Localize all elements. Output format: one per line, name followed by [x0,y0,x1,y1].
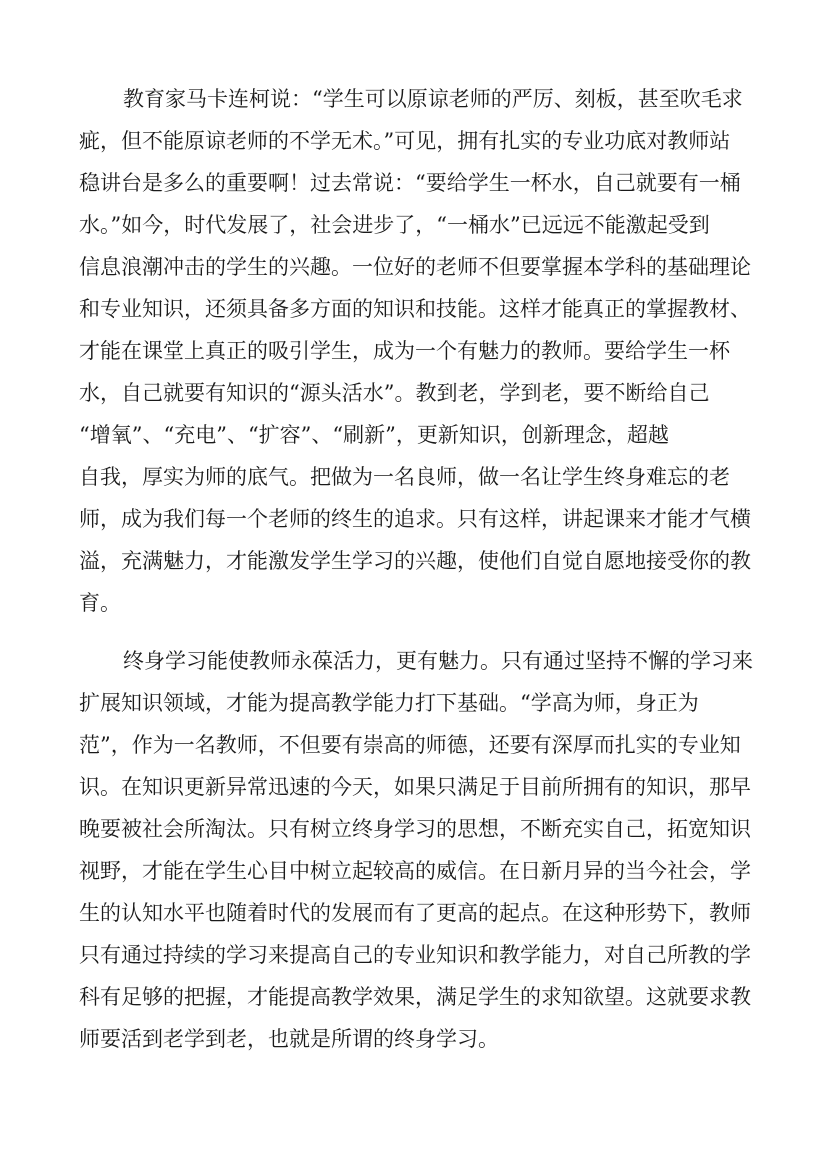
paragraph-1-line-10: 自我，厚实为师的底气。把做为一名良师，做一名让学生终身难忘的老 [79,465,730,489]
paragraph-1-line-6: 和专业知识，还须具备多方面的知识和技能。这样才能真正的掌握教材、 [79,297,751,321]
paragraph-1-line-8: 水，自己就要有知识的“源头活水”。教到老，学到老，要不断给自己 [79,381,710,405]
paragraph-2-line-1: 终身学习能使教师永葆活力，更有魅力。只有通过坚持不懈的学习来 [123,649,753,673]
paragraph-2-line-5: 晚要被社会所淘汰。只有树立终身学习的思想，不断充实自己，拓宽知识 [79,817,751,841]
paragraph-2-line-2: 扩展知识领域，才能为提高教学能力打下基础。“学高为师，身正为 [79,691,699,715]
paragraph-1-line-11: 师，成为我们每一个老师的终生的追求。只有这样，讲起课来才能才气横 [79,507,751,531]
paragraph-1-line-1: 教育家马卡连柯说：“学生可以原谅老师的严厉、刻板，甚至吹毛求 [123,87,743,111]
paragraph-1-line-9: “增氧”、“充电”、“扩容”、“刷新”，更新知识，创新理念，超越 [79,423,669,447]
paragraph-1-line-5: 信息浪潮冲击的学生的兴趣。一位好的老师不但要掌握本学科的基础理论 [79,255,751,279]
paragraph-1-line-13: 育。 [79,591,121,615]
paragraph-2-line-8: 只有通过持续的学习来提高自己的专业知识和教学能力，对自己所教的学 [79,943,751,967]
paragraph-1-line-12: 溢，充满魅力，才能激发学生学习的兴趣，使他们自觉自愿地接受你的教 [79,549,751,573]
paragraph-2-line-9: 科有足够的把握，才能提高教学效果，满足学生的求知欲望。这就要求教 [79,985,751,1009]
paragraph-2-line-3: 范”，作为一名教师，不但要有崇高的师德，还要有深厚而扎实的专业知 [79,733,741,757]
paragraph-2-line-10: 师要活到老学到老，也就是所谓的终身学习。 [79,1027,499,1051]
paragraph-1-line-2: 疵，但不能原谅老师的不学无术。”可见，拥有扎实的专业功底对教师站 [79,129,731,153]
paragraph-2-line-7: 生的认知水平也随着时代的发展而有了更高的起点。在这种形势下，教师 [79,901,751,925]
paragraph-2-line-4: 识。在知识更新异常迅速的今天，如果只满足于目前所拥有的知识，那早 [79,775,751,799]
paragraph-1-line-3: 稳讲台是多么的重要啊！过去常说：“要给学生一杯水，自己就要有一桶 [79,171,741,195]
paragraph-1-line-4: 水。”如今，时代发展了，社会进步了，“一桶水”已远远不能激起受到 [79,213,710,237]
paragraph-2-line-6: 视野，才能在学生心目中树立起较高的威信。在日新月异的当今社会，学 [79,859,751,883]
paragraph-1-line-7: 才能在课堂上真正的吸引学生，成为一个有魅力的教师。要给学生一杯 [79,339,730,363]
